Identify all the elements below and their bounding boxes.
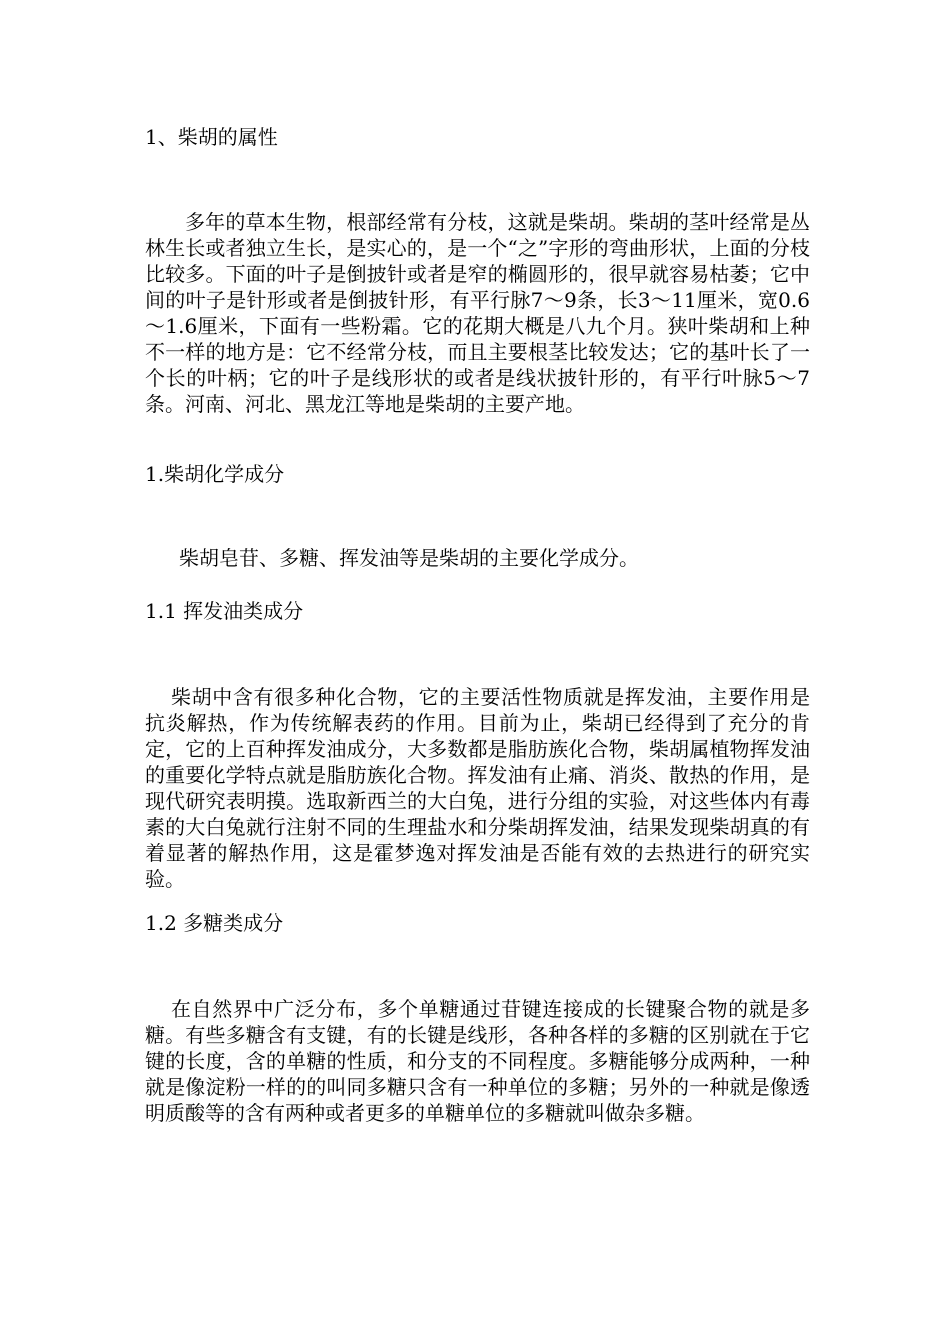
section-heading-properties: 1、柴胡的属性 <box>145 125 278 149</box>
paragraph-properties: 多年的草本生物，根部经常有分枝，这就是柴胡。柴胡的茎叶经常是丛林生长或者独立生长，是实心的，是一个“之”字形的弯曲形状，上面的分枝比较多。下面的叶子是倒披针或者是窄的椭圆形的，很早就容易枯萎；它中间的叶子是针形或者是倒披针形，有平行脉7～9条，长3～11厘米，宽0.6～1.6厘米，下面有一些粉霜。它的花期大概是八九个月。狭叶柴胡和上种不一样的地方是：它不经常分枝，而且主要根茎比较发达；它的基叶长了一个长的叶柄；它的叶子是线形状的或者是线状披针形的，有平行叶脉5～7条。河南、河北、黑龙江等地是柴胡的主要产地。 <box>145 210 810 416</box>
paragraph-chemical-components: 柴胡皂苷、多糖、挥发油等是柴胡的主要化学成分。 <box>179 546 639 570</box>
section-heading-chemical-components: 1.柴胡化学成分 <box>145 462 285 486</box>
section-heading-volatile-oil: 1.1 挥发油类成分 <box>145 599 304 623</box>
paragraph-polysaccharides: 在自然界中广泛分布，多个单糖通过苷键连接成的长键聚合物的就是多糖。有些多糖含有支键，有的长键是线形，各种各样的多糖的区别就在于它键的长度，含的单糖的性质，和分支的不同程度。多糖能够分成两种，一种就是像淀粉一样的的叫同多糖只含有一种单位的多糖；另外的一种就是像透明质酸等的含有两种或者更多的单糖单位的多糖就叫做杂多糖。 <box>145 997 810 1125</box>
section-heading-polysaccharides: 1.2 多糖类成分 <box>145 911 284 935</box>
paragraph-volatile-oil: 柴胡中含有很多种化合物，它的主要活性物质就是挥发油，主要作用是抗炎解热，作为传统解表药的作用。目前为止，柴胡已经得到了充分的肯定，它的上百种挥发油成分，大多数都是脂肪族化合物，柴胡属植物挥发油的重要化学特点就是脂肪族化合物。挥发油有止痛、消炎、散热的作用，是现代研究表明摸。选取新西兰的大白兔，进行分组的实验，对这些体内有毒素的大白兔就行注射不同的生理盐水和分柴胡挥发油，结果发现柴胡真的有着显著的解热作用，这是霍梦逸对挥发油是否能有效的去热进行的研究实验。 <box>145 685 810 891</box>
